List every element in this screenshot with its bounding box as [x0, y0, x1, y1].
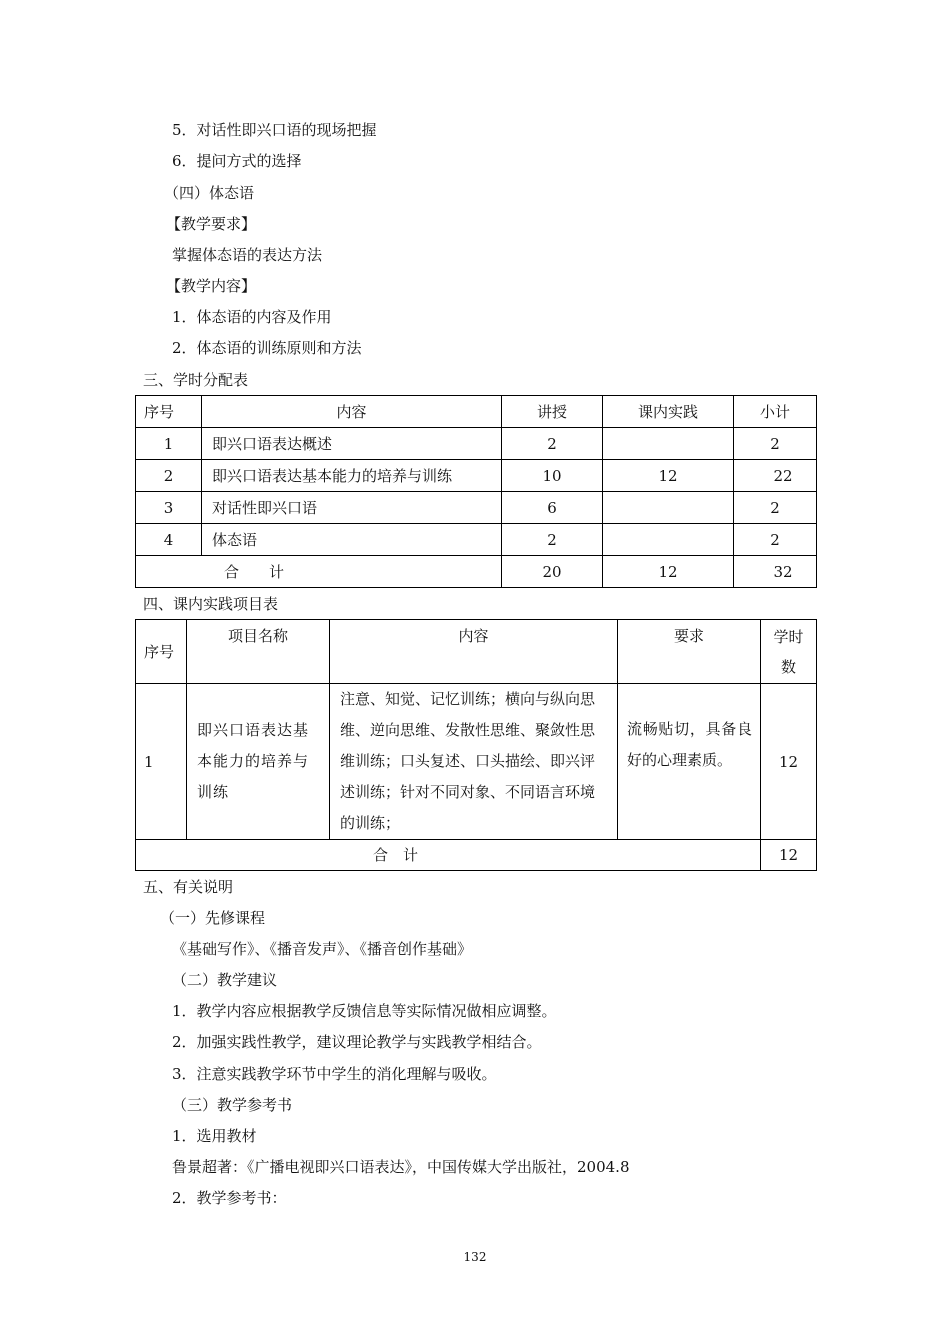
section-heading: 三、学时分配表 [143, 371, 249, 389]
section-heading: （二）教学建议 [172, 971, 278, 989]
section-heading: （三）教学参考书 [172, 1096, 293, 1114]
table-header-row [136, 396, 817, 428]
section-heading: 五、有关说明 [143, 878, 234, 896]
table-total-row [136, 556, 817, 588]
table-cell [603, 524, 734, 556]
table-cell: 2 [136, 460, 202, 492]
header-cell: 内容 [202, 396, 502, 428]
header-cell: 序号 [136, 620, 187, 684]
table-cell: 1 [136, 428, 202, 460]
section-heading: （一）先修课程 [160, 909, 266, 927]
table-row [136, 492, 817, 524]
text-line: 鲁景超著：《广播电视即兴口语表达》，中国传媒大学出版社，2004.8 [172, 1158, 630, 1176]
table-row [136, 684, 817, 840]
text-line: 1．教学内容应根据教学反馈信息等实际情况做相应调整。 [172, 1002, 557, 1020]
practice-project-table [135, 619, 817, 871]
table-cell: 10 [502, 460, 603, 492]
text-line: 2．加强实践性教学，建议理论教学与实践教学相结合。 [172, 1033, 542, 1051]
requirement-cell: 流畅贴切，具备良好的心理素质。 [618, 684, 761, 840]
table-cell: 1 [136, 684, 187, 840]
text-line: 2．教学参考书： [172, 1189, 287, 1207]
text-line: 【教学要求】 [166, 215, 257, 233]
table-row [136, 460, 817, 492]
table-cell: 12 [603, 460, 734, 492]
header-cell: 序号 [136, 396, 202, 428]
section-heading: （四）体态语 [164, 184, 255, 202]
table-row [136, 524, 817, 556]
header-cell: 讲授 [502, 396, 603, 428]
header-cell: 内容 [330, 620, 618, 684]
table-cell: 6 [502, 492, 603, 524]
table-cell: 20 [502, 556, 603, 588]
table-cell: 22 [734, 460, 817, 492]
table-cell [603, 492, 734, 524]
hours-allocation-table [135, 395, 817, 588]
total-label: 合 计 [136, 840, 761, 871]
table-cell: 3 [136, 492, 202, 524]
table-cell: 32 [734, 556, 817, 588]
text-line: 5．对话性即兴口语的现场把握 [172, 121, 377, 139]
total-label: 合 计 [136, 556, 502, 588]
table-total-row [136, 840, 817, 871]
content-cell: 注意、知觉、记忆训练；横向与纵向思维、逆向思维、发散性思维、聚敛性思维训练；口头复述、口头描绘、即兴评述训练；针对不同对象、不同语言环境的训练； [330, 684, 618, 840]
table-row [136, 428, 817, 460]
text-line: 1．选用教材 [172, 1127, 257, 1145]
table-cell: 2 [734, 492, 817, 524]
project-name-cell: 即兴口语表达基本能力的培养与训练 [187, 684, 330, 840]
table-cell: 2 [502, 428, 603, 460]
table-cell: 即兴口语表达概述 [202, 428, 502, 460]
table-cell: 12 [603, 556, 734, 588]
header-cell: 学时数 [761, 620, 817, 684]
table-cell: 对话性即兴口语 [202, 492, 502, 524]
table-cell: 4 [136, 524, 202, 556]
page-number: 132 [463, 1250, 487, 1264]
text-line: 3．注意实践教学环节中学生的消化理解与吸收。 [172, 1065, 497, 1083]
table-cell: 2 [734, 524, 817, 556]
text-line: 《基础写作》、《播音发声》、《播音创作基础》 [172, 940, 473, 958]
table-cell: 12 [761, 840, 817, 871]
text-line: 2．体态语的训练原则和方法 [172, 339, 362, 357]
table-cell [603, 428, 734, 460]
header-cell: 课内实践 [603, 396, 734, 428]
table-header-row [136, 620, 817, 684]
text-line: 6．提问方式的选择 [172, 152, 302, 170]
header-cell: 项目名称 [187, 620, 330, 684]
header-cell: 小计 [734, 396, 817, 428]
table-cell: 即兴口语表达基本能力的培养与训练 [202, 460, 502, 492]
section-heading: 四、课内实践项目表 [143, 595, 279, 613]
table-cell: 12 [761, 684, 817, 840]
header-cell: 要求 [618, 620, 761, 684]
table-cell: 2 [734, 428, 817, 460]
text-line: 掌握体态语的表达方法 [172, 246, 323, 264]
text-line: 【教学内容】 [166, 277, 257, 295]
table-cell: 体态语 [202, 524, 502, 556]
table-cell: 2 [502, 524, 603, 556]
text-line: 1．体态语的内容及作用 [172, 308, 332, 326]
